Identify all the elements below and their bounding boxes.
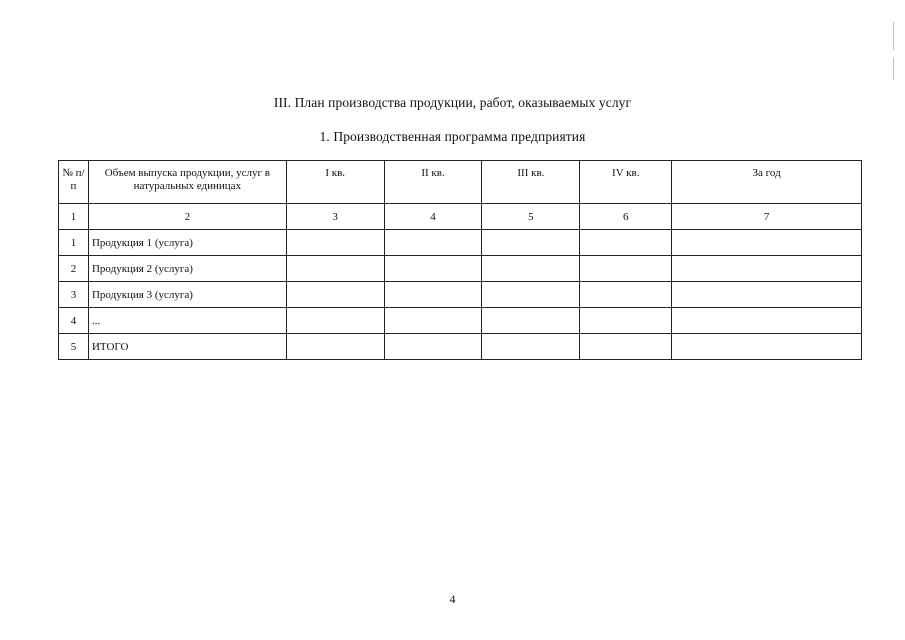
scan-edge-mark (893, 58, 894, 80)
table-row (59, 282, 862, 308)
row-name: ... (88, 308, 286, 334)
cell-q4 (580, 308, 672, 334)
header-num: № п/п (59, 161, 89, 204)
row-name: ИТОГО (88, 334, 286, 360)
cell-q2 (384, 256, 482, 282)
column-number-row (59, 204, 862, 230)
header-q3: III кв. (482, 161, 580, 204)
column-number: 5 (482, 204, 580, 230)
cell-q3 (482, 334, 580, 360)
cell-year (672, 256, 862, 282)
cell-year (672, 334, 862, 360)
section-title: III. План производства продукции, работ, оказываемых услуг (273, 95, 632, 110)
header-name: Объем выпуска продукции, услуг в натуральных единицах (88, 161, 286, 204)
page-number: 4 (449, 592, 456, 606)
row-number: 1 (59, 230, 89, 256)
subsection-title: 1. Производственная программа предприятия (319, 129, 586, 144)
header-q2: II кв. (384, 161, 482, 204)
cell-q3 (482, 256, 580, 282)
cell-q2 (384, 308, 482, 334)
table-header-row (59, 161, 862, 204)
header-q1: I кв. (286, 161, 384, 204)
column-number: 1 (59, 204, 89, 230)
scan-edge-mark (893, 22, 894, 50)
row-number: 3 (59, 282, 89, 308)
cell-q3 (482, 308, 580, 334)
row-number: 2 (59, 256, 89, 282)
column-number: 3 (286, 204, 384, 230)
header-q4: IV кв. (580, 161, 672, 204)
column-number: 7 (672, 204, 862, 230)
cell-q4 (580, 282, 672, 308)
column-number: 6 (580, 204, 672, 230)
row-name: Продукция 1 (услуга) (88, 230, 286, 256)
cell-q2 (384, 230, 482, 256)
cell-q4 (580, 334, 672, 360)
cell-q1 (286, 256, 384, 282)
cell-q1 (286, 308, 384, 334)
cell-year (672, 230, 862, 256)
column-number: 2 (88, 204, 286, 230)
cell-q1 (286, 282, 384, 308)
cell-year (672, 282, 862, 308)
table-row (59, 256, 862, 282)
row-name: Продукция 3 (услуга) (88, 282, 286, 308)
cell-q4 (580, 256, 672, 282)
cell-q4 (580, 230, 672, 256)
cell-q2 (384, 282, 482, 308)
column-number: 4 (384, 204, 482, 230)
cell-q1 (286, 230, 384, 256)
header-year: За год (672, 161, 862, 204)
cell-q1 (286, 334, 384, 360)
table-row (59, 230, 862, 256)
table-row (59, 334, 862, 360)
production-program-table (58, 160, 862, 360)
row-number: 4 (59, 308, 89, 334)
row-number: 5 (59, 334, 89, 360)
cell-q3 (482, 282, 580, 308)
table-row (59, 308, 862, 334)
cell-q3 (482, 230, 580, 256)
row-name: Продукция 2 (услуга) (88, 256, 286, 282)
cell-q2 (384, 334, 482, 360)
cell-year (672, 308, 862, 334)
